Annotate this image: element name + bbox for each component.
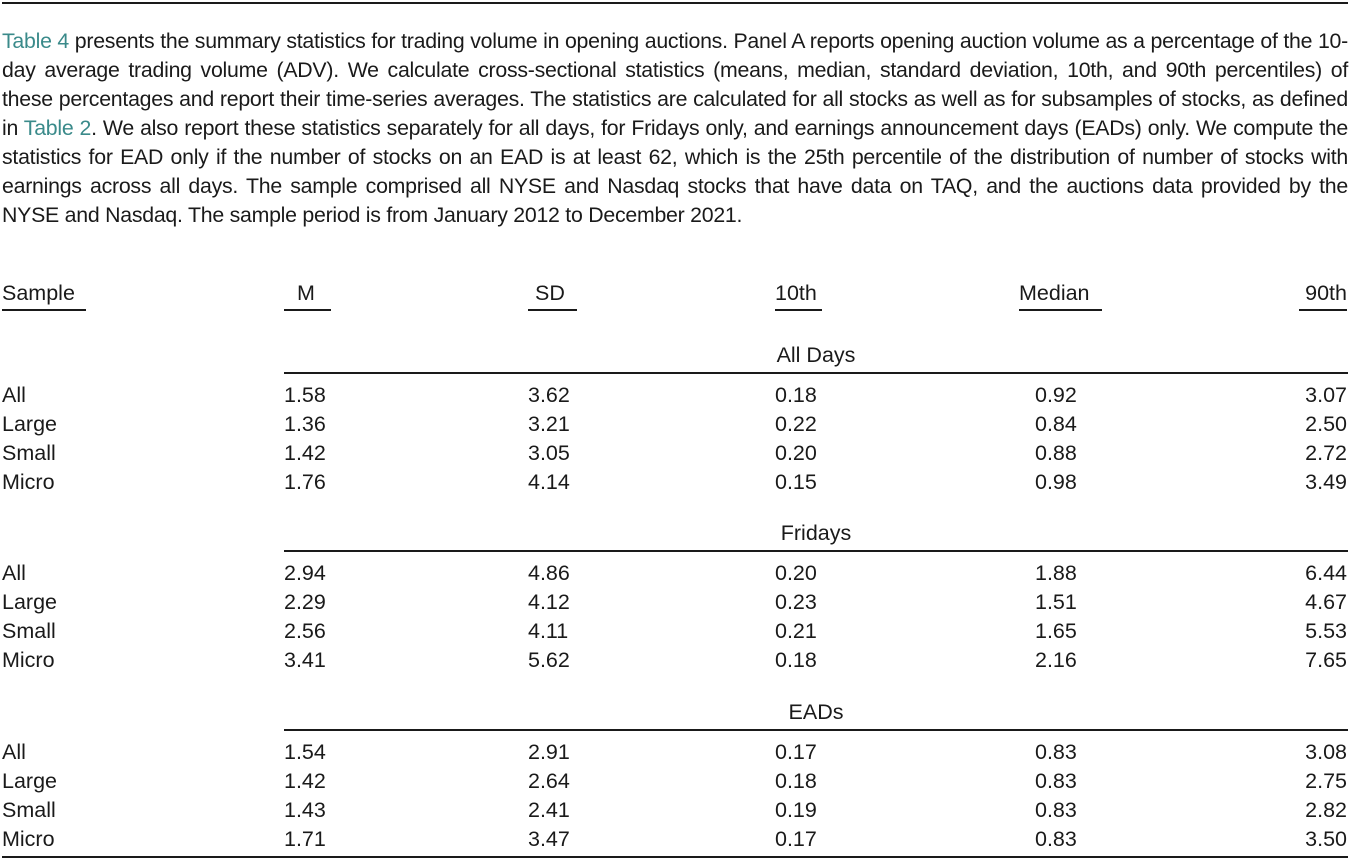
cell-m: 1.42 <box>284 441 326 465</box>
cell-p90: 6.44 <box>1305 561 1347 585</box>
panel-title: Fridays <box>780 521 852 545</box>
cell-sd: 3.47 <box>528 827 570 851</box>
cell-sample: Small <box>2 619 56 643</box>
caption-text-1: presents the summary statistics for trading volume in opening auctions. Panel A reports opening auction volume as a percentage of the 10-day average trading volume (ADV). We calculate cross-sectional statistics (means, median, standard deviation, 10th, and 90th percentiles) of these percentages and report their time-series averages. The statistics are calculated for all stocks as well as for subsamples of stocks, as defined in <box>2 29 1348 140</box>
header-underline <box>775 309 822 311</box>
cell-median: 0.92 <box>1035 383 1077 407</box>
cell-sample: Large <box>2 769 57 793</box>
cell-p10: 0.15 <box>775 470 817 494</box>
caption-text-2: . We also report these statistics separately for all days, for Fridays only, and earnings announcement days (EADs) only. We compute the statistics for EAD only if the number of stocks on an EAD is at least 62, which is the 25th percentile of the distribution of number of stocks with earnings across all days. The sample comprised all NYSE and Nasdaq stocks that have data on TAQ, and the auctions data provided by the NYSE and Nasdaq. The sample period is from January 2012 to December 2021. <box>2 116 1348 227</box>
cell-p10: 0.19 <box>775 798 817 822</box>
cell-p90: 4.67 <box>1305 590 1347 614</box>
cell-median: 0.83 <box>1035 798 1077 822</box>
cell-p10: 0.23 <box>775 590 817 614</box>
cell-m: 1.43 <box>284 798 326 822</box>
cell-m: 1.42 <box>284 769 326 793</box>
cell-p90: 3.50 <box>1305 827 1347 851</box>
cell-p90: 5.53 <box>1305 619 1347 643</box>
cell-p90: 2.72 <box>1305 441 1347 465</box>
cell-sample: Micro <box>2 470 55 494</box>
panel-rule <box>284 550 1348 552</box>
header-median: Median <box>1019 281 1090 305</box>
cell-median: 0.83 <box>1035 769 1077 793</box>
cell-median: 1.65 <box>1035 619 1077 643</box>
cell-sample: All <box>2 561 26 585</box>
panel-rule <box>284 372 1348 374</box>
cell-p10: 0.18 <box>775 769 817 793</box>
header-sample: Sample <box>2 281 75 305</box>
cell-m: 1.54 <box>284 740 326 764</box>
cell-p10: 0.17 <box>775 740 817 764</box>
cell-sample: Micro <box>2 648 55 672</box>
cell-median: 0.98 <box>1035 470 1077 494</box>
cell-p10: 0.21 <box>775 619 817 643</box>
cell-median: 0.83 <box>1035 740 1077 764</box>
cell-p90: 2.75 <box>1305 769 1347 793</box>
header-p90: 90th <box>1305 281 1347 305</box>
cell-m: 1.58 <box>284 383 326 407</box>
cell-p10: 0.20 <box>775 441 817 465</box>
header-underline <box>1019 309 1102 311</box>
cell-median: 0.88 <box>1035 441 1077 465</box>
panel-title: EADs <box>788 700 844 724</box>
table-2-link[interactable]: Table 2 <box>23 116 92 140</box>
cell-sample: Small <box>2 798 56 822</box>
header-underline <box>2 309 86 311</box>
cell-p90: 2.82 <box>1305 798 1347 822</box>
cell-sd: 5.62 <box>528 648 570 672</box>
cell-p10: 0.18 <box>775 383 817 407</box>
cell-sd: 2.41 <box>528 798 570 822</box>
cell-p10: 0.18 <box>775 648 817 672</box>
cell-sd: 2.64 <box>528 769 570 793</box>
cell-m: 2.94 <box>284 561 326 585</box>
cell-m: 2.56 <box>284 619 326 643</box>
panel-title: All Days <box>776 343 856 367</box>
cell-sd: 3.21 <box>528 412 570 436</box>
cell-sd: 4.14 <box>528 470 570 494</box>
cell-sd: 2.91 <box>528 740 570 764</box>
cell-median: 0.83 <box>1035 827 1077 851</box>
cell-p10: 0.20 <box>775 561 817 585</box>
cell-sample: Micro <box>2 827 55 851</box>
panel-rule <box>284 729 1348 731</box>
cell-p90: 7.65 <box>1305 648 1347 672</box>
header-sd: SD <box>535 281 565 305</box>
cell-sample: All <box>2 383 26 407</box>
cell-sample: Large <box>2 412 57 436</box>
cell-median: 2.16 <box>1035 648 1077 672</box>
header-underline <box>284 309 331 311</box>
cell-m: 1.76 <box>284 470 326 494</box>
cell-p90: 3.08 <box>1305 740 1347 764</box>
cell-sd: 4.11 <box>528 619 569 643</box>
cell-p90: 2.50 <box>1305 412 1347 436</box>
cell-p10: 0.17 <box>775 827 817 851</box>
cell-median: 1.51 <box>1035 590 1077 614</box>
header-underline <box>1299 309 1347 311</box>
cell-sd: 4.12 <box>528 590 570 614</box>
cell-m: 1.71 <box>284 827 326 851</box>
cell-sample: Small <box>2 441 56 465</box>
table-caption <box>2 27 1348 230</box>
header-m: M <box>297 281 315 305</box>
cell-median: 1.88 <box>1035 561 1077 585</box>
cell-m: 1.36 <box>284 412 326 436</box>
top-rule <box>2 2 1348 4</box>
cell-sample: All <box>2 740 26 764</box>
cell-p10: 0.22 <box>775 412 817 436</box>
table-4-link[interactable]: Table 4 <box>2 29 70 53</box>
cell-sd: 3.62 <box>528 383 570 407</box>
bottom-rule <box>2 856 1348 858</box>
header-underline <box>528 309 577 311</box>
cell-sd: 4.86 <box>528 561 570 585</box>
header-p10: 10th <box>775 281 817 305</box>
cell-median: 0.84 <box>1035 412 1077 436</box>
cell-sample: Large <box>2 590 57 614</box>
cell-p90: 3.07 <box>1305 383 1347 407</box>
cell-m: 2.29 <box>284 590 326 614</box>
cell-sd: 3.05 <box>528 441 570 465</box>
cell-m: 3.41 <box>284 648 326 672</box>
cell-p90: 3.49 <box>1305 470 1347 494</box>
